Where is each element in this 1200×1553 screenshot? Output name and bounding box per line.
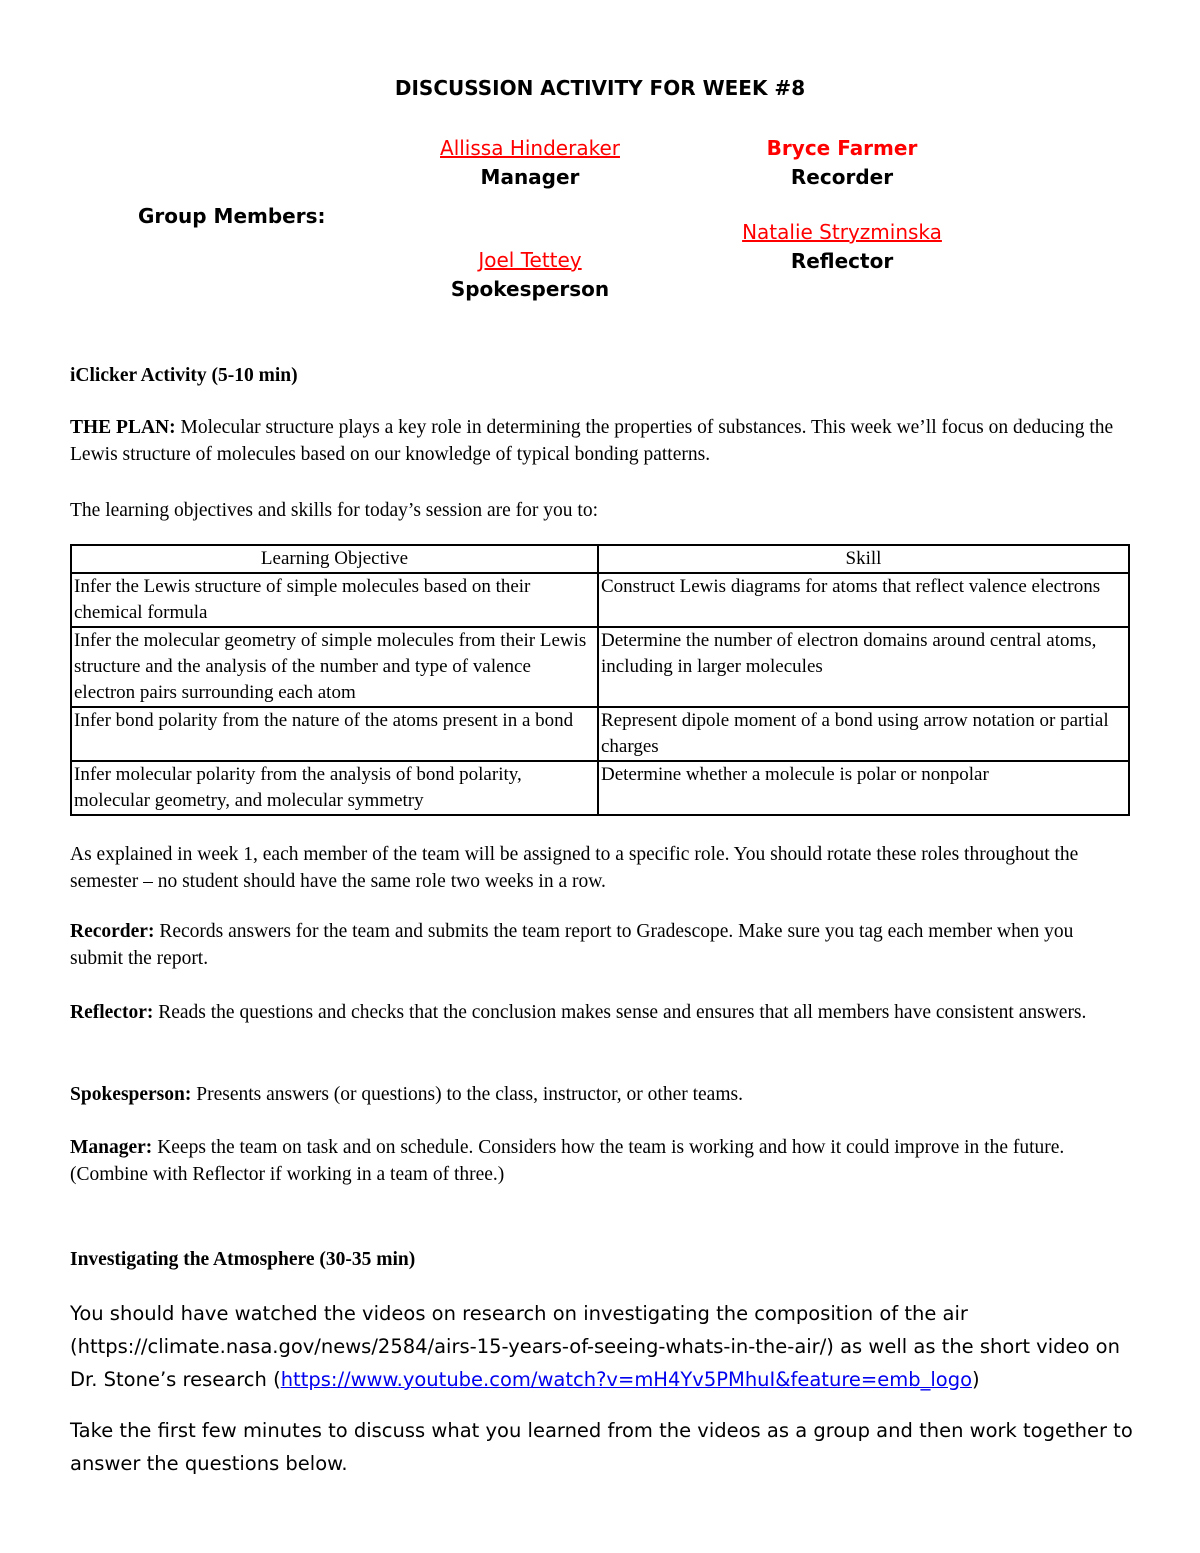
role-spokesperson bbox=[70, 1081, 1130, 1108]
table-cell: Infer the molecular geometry of simple molecules from their Lewis structure and the analysis of the number and type of valence electron pairs surrounding each atom bbox=[71, 627, 598, 707]
atmosphere-heading: Investigating the Atmosphere (30-35 min) bbox=[70, 1249, 416, 1270]
table-row bbox=[71, 761, 1129, 815]
youtube-link[interactable]: https://www.youtube.com/watch?v=mH4Yv5PMhuI&feature=emb_logo bbox=[280, 1368, 973, 1391]
role-label: Reflector: bbox=[70, 1002, 154, 1023]
table-cell: Infer molecular polarity from the analysis of bond polarity, molecular geometry, and molecular symmetry bbox=[71, 761, 598, 815]
member-recorder bbox=[712, 134, 972, 192]
role-recorder bbox=[70, 918, 1130, 972]
learning-objectives-table bbox=[70, 544, 1130, 816]
table-header-cell: Skill bbox=[598, 545, 1129, 573]
role-text: Records answers for the team and submits the team report to Gradescope. Make sure you tag each member when you submit the report. bbox=[70, 921, 1074, 969]
plan-paragraph bbox=[70, 414, 1130, 468]
roles-intro: As explained in week 1, each member of the team will be assigned to a specific role. You should rotate these roles throughout the semester – no student should have the same role two weeks in a row. bbox=[70, 844, 1079, 892]
table-row bbox=[71, 627, 1129, 707]
member-name: Joel Tettey bbox=[478, 248, 582, 272]
discussion-paragraph: Take the first few minutes to discuss what you learned from the videos as a group and then work together to answer the questions below. bbox=[70, 1419, 1133, 1475]
member-reflector bbox=[712, 218, 972, 276]
table-cell: Determine whether a molecule is polar or nonpolar bbox=[598, 761, 1129, 815]
member-role: Recorder bbox=[790, 165, 894, 189]
role-text: Keeps the team on task and on schedule. Considers how the team is working and how it could improve in the future. (Combine with Reflector if working in a team of three.) bbox=[70, 1137, 1065, 1185]
member-role: Spokesperson bbox=[450, 277, 610, 301]
group-members-label: Group Members: bbox=[138, 204, 326, 228]
role-manager bbox=[70, 1134, 1130, 1188]
plan-text: Molecular structure plays a key role in determining the properties of substances. This week we’ll focus on deducing the Lewis structure of molecules based on our knowledge of typical bonding patterns. bbox=[70, 417, 1114, 465]
table-header-cell: Learning Objective bbox=[71, 545, 598, 573]
member-role: Manager bbox=[480, 165, 580, 189]
plan-label: THE PLAN: bbox=[70, 417, 176, 438]
member-role: Reflector bbox=[790, 249, 894, 273]
member-name: Bryce Farmer bbox=[766, 136, 918, 160]
table-header-row bbox=[71, 545, 1129, 573]
table-cell: Construct Lewis diagrams for atoms that reflect valence electrons bbox=[598, 573, 1129, 627]
iclicker-heading: iClicker Activity (5-10 min) bbox=[70, 365, 298, 386]
atmosphere-text-end: ) bbox=[972, 1368, 980, 1391]
table-cell: Infer bond polarity from the nature of the atoms present in a bond bbox=[71, 707, 598, 761]
table-cell: Determine the number of electron domains around central atoms, including in larger molecules bbox=[598, 627, 1129, 707]
table-row bbox=[71, 707, 1129, 761]
objectives-intro: The learning objectives and skills for today’s session are for you to: bbox=[70, 500, 599, 521]
member-name: Natalie Stryzminska bbox=[742, 220, 942, 244]
role-text: Presents answers (or questions) to the class, instructor, or other teams. bbox=[191, 1084, 743, 1105]
member-manager bbox=[400, 134, 660, 192]
role-label: Spokesperson: bbox=[70, 1084, 192, 1105]
atmosphere-paragraph bbox=[70, 1297, 1140, 1396]
role-label: Manager: bbox=[70, 1137, 153, 1158]
table-cell: Represent dipole moment of a bond using arrow notation or partial charges bbox=[598, 707, 1129, 761]
role-text: Reads the questions and checks that the conclusion makes sense and ensures that all members have consistent answers. bbox=[153, 1002, 1087, 1023]
table-row bbox=[71, 573, 1129, 627]
atmosphere-text: You should have watched the videos on research on investigating the composition of the air (https://climate.nasa.gov/news/2584/airs-15-years-of-seeing-whats-in-the-air/) as well as the short video on Dr. Stone’s research ( bbox=[70, 1302, 1120, 1391]
role-reflector bbox=[70, 999, 1130, 1026]
table-cell: Infer the Lewis structure of simple molecules based on their chemical formula bbox=[71, 573, 598, 627]
member-spokesperson bbox=[400, 246, 660, 304]
role-label: Recorder: bbox=[70, 921, 155, 942]
page-title: DISCUSSION ACTIVITY FOR WEEK #8 bbox=[394, 76, 806, 100]
member-name: Allissa Hinderaker bbox=[440, 136, 620, 160]
